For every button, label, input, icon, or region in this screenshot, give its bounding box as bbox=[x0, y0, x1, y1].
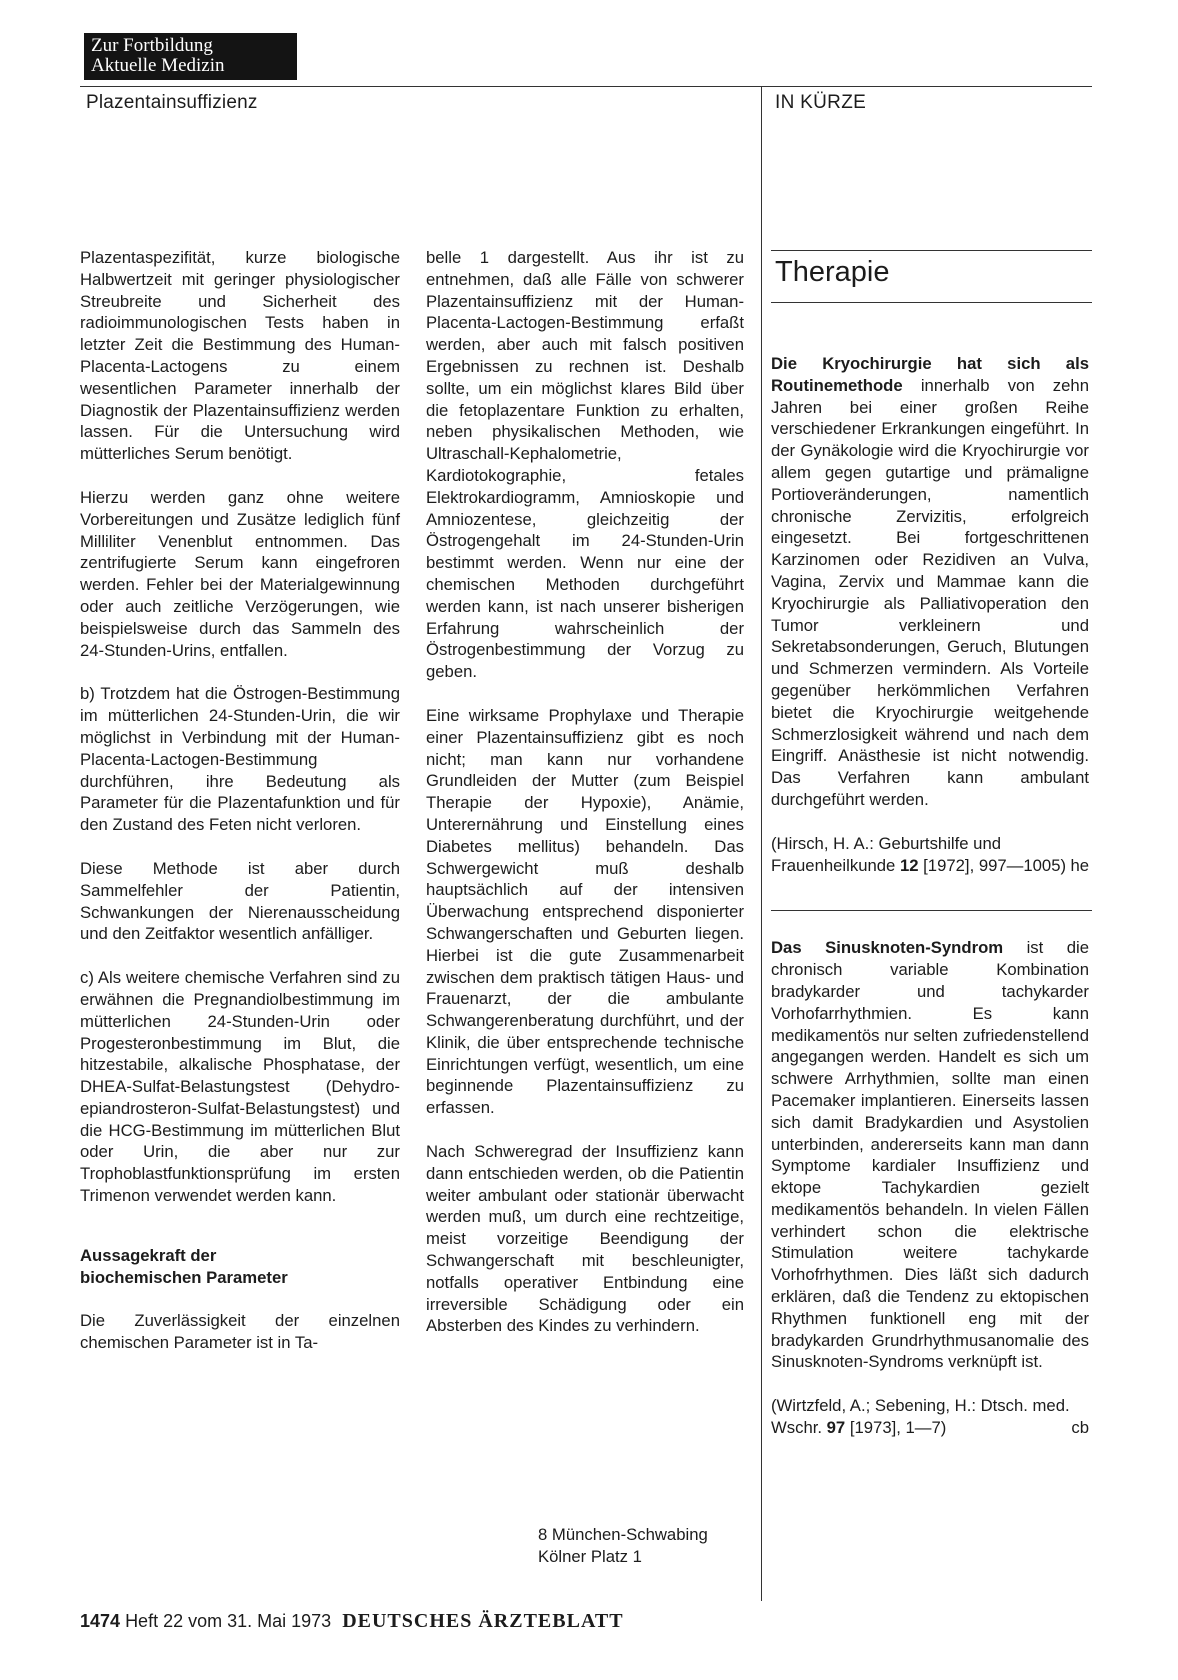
paragraph: Die Zuverlässigkeit der einzelnen chemischen Parameter ist in Ta- bbox=[80, 1311, 400, 1353]
author-initials: cb bbox=[1071, 1418, 1089, 1438]
news-item: Das Sinusknoten-Syndrom ist die chronisch variable Kombination bradykarder und tachykarder Vorhofarrhythmien. Es kann medikamentös nur selten zufriedenstellend angegangen werden. Handelt es sich um schwere Arrhythmien, sollte man einen Pacemaker implantieren. Einerseits lassen sich damit Bradykardien und Asystolien unterbinden, andererseits kann man dann Symptome kardialer Insuffizienz und ektope Tachykardien gezielt medikamentös behandeln. In vielen Fällen verhindert schon die elektrische Stimulation weitere tachykarde Vorhofrhythmen. Dies läßt sich dadurch erklären, daß die Tendenz zu ektopischen Rhythmen funktionell eng mit der bradykarden Grundrhythmusanomalie des Sinusknoten-Syndroms verknüpft ist. bbox=[771, 938, 1090, 1372]
column-divider bbox=[761, 86, 762, 1601]
therapie-rule-top bbox=[771, 250, 1092, 251]
paragraph: Plazentaspezifität, kurze biologische Halbwertzeit mit geringer physiologischer Streubreite und Sicherheit des radioimmunologischen Tests haben in letzter Zeit die Bestimmung des Human-Placenta-Lactogens zu einem wesentlichen Parameter innerhalb der Diagnostik der Plazentainsuffizienz werden lassen. Für die Untersuchung wird mütterliches Serum benötigt. bbox=[80, 248, 400, 464]
author-address: 8 München-Schwabing Kölner Platz 1 bbox=[538, 1525, 708, 1566]
running-head: Plazentainsuffizienz bbox=[86, 92, 258, 113]
column-1 bbox=[80, 247, 400, 1376]
column-2 bbox=[426, 247, 744, 1359]
section-label: IN KÜRZE bbox=[775, 92, 867, 113]
reference: (Wirtzfeld, A.; Sebening, H.: Dtsch. med. Wschr. 97 [1973], 1—7) cb bbox=[771, 1396, 1089, 1438]
paragraph: belle 1 dargestellt. Aus ihr ist zu entnehmen, daß alle Fälle von schwerer Plazentainsuffizienz mit der Human-Placenta-Lactogen-Bestimmung erfaßt werden, aber auch mit falsch positiven Ergebnissen zu rechnen ist. Deshalb sollte, um ein möglichst klares Bild über die fetoplazentare Funktion zu erhalten, neben physikalischen Methoden, wie Ultraschall-Kephalometrie, Kardiotokographie, fetales Elektrokardiogramm, Amnioskopie und Amniozentese, gleichzeitig der Östrogengehalt im 24-Stunden-Urin bestimmt werden. Wenn nur eine der chemischen Methoden durchgeführt werden kann, ist nach unserer bisherigen Erfahrung wahrscheinlich der Östrogenbestimmung der Vorzug zu geben. bbox=[426, 248, 744, 682]
paragraph: Eine wirksame Prophylaxe und Therapie einer Plazentainsuffizienz gibt es noch nicht; man kann nur vorhandene Grundleiden der Mutter (zum Beispiel Therapie der Hypoxie), Anämie, Unterernährung und Einstellung eines Diabetes mellitus) behandeln. Das Schwergewicht muß deshalb hauptsächlich auf der intensiven Überwachung entsprechend disponierter Schwangerschaften und Geburten liegen. Hierbei ist die gute Zusammenarbeit zwischen dem praktisch tätigen Haus- und Frauenarzt, der die ambulante Schwangerenberatung durchführt, und der Klinik, die über entsprechende technische Einrichtungen verfügt, wesentlich, um eine beginnende Plazentainsuffizienz zu erfassen. bbox=[426, 705, 744, 1118]
reference: (Hirsch, H. A.: Geburtshilfe und Frauenheilkunde 12 [1972], 997—1005) he bbox=[771, 833, 1089, 875]
news-item: Die Kryochirurgie hat sich als Routinemethode innerhalb von zehn Jahren bei einer großen Reihe verschiedener Erkrankungen eingeführt. In der Gynäkologie wird die Kryochirurgie vor allem gegen gutartige und prämaligne Portioveränderungen, namentlich chronische Zervizitis, erfolgreich eingesetzt. Bei fortgeschrittenen Karzinomen oder Rezidiven an Vulva, Vagina, Zervix und Mammae kann die Kryochirurgie als Palliativoperation den Tumor verkleinern und Sekretabsonderungen, Geruch, Blutungen und Schmerzen vermindern. Als Vorteile gegenüber herkömmlichen Verfahren bietet die Kryochirurgie weitgehende Schmerzlosigkeit während und nach dem Eingriff. Anästhesie ist nicht notwendig. Das Verfahren kann ambulant durchgeführt werden. bbox=[771, 354, 1089, 809]
therapie-rule-bottom bbox=[771, 302, 1092, 303]
badge-line-1: Zur Fortbildung bbox=[91, 35, 213, 56]
page-footer bbox=[80, 1610, 624, 1633]
section-title: Therapie bbox=[775, 256, 890, 288]
author-initials: he bbox=[1070, 855, 1089, 875]
paragraph: Hierzu werden ganz ohne weitere Vorbereitungen und Zusätze lediglich fünf Milliliter Venenblut entnommen. Das zentrifugierte Serum kann eingefroren werden. Fehler bei der Materialgewinnung oder auch zeitliche Verzögerungen, wie beispielsweise durch das Sammeln des 24-Stunden-Urins, entfallen. bbox=[80, 487, 400, 660]
page-number: 1474 bbox=[80, 1611, 121, 1631]
paragraph: Diese Methode ist aber durch Sammelfehler der Patientin, Schwankungen der Nierenausscheidung und den Zeitfaktor wesentlich anfälliger. bbox=[80, 858, 400, 944]
section-badge bbox=[84, 33, 297, 80]
issue-info: Heft 22 vom 31. Mai 1973 bbox=[125, 1611, 332, 1631]
subheading: Aussagekraft der biochemischen Parameter bbox=[80, 1245, 288, 1287]
column-3 bbox=[771, 353, 1089, 1461]
paragraph: Nach Schweregrad der Insuffizienz kann dann entschieden werden, ob die Patientin weiter ambulant oder stationär überwacht werden muß, um durch eine rechtzeitige, meist vorzeitige Beendigung der Schwangerschaft mit beschleunigter, notfalls operativer Entbindung eine irreversible Schädigung oder ein Absterben des Kindes zu verhindern. bbox=[426, 1142, 744, 1336]
paragraph: b) Trotzdem hat die Östrogen-Bestimmung im mütterlichen 24-Stunden-Urin, die wir möglichst in Verbindung mit der Human-Placenta-Lactogen-Bestimmung durchführen, ihre Bedeutung als Parameter für die Plazentafunktion und für den Zustand des Feten nicht verloren. bbox=[80, 684, 400, 835]
paragraph: c) Als weitere chemische Verfahren sind zu erwähnen die Pregnandiolbestimmung im mütterlichen 24-Stunden-Urin oder Progesteronbestimmung im Blut, die hitzestabile, alkalische Phosphatase, der DHEA-Sulfat-Belastungstest (Dehydro-epiandrosteron-Sulfat-Belastungstest) und die HCG-Bestimmung im mütterlichen Blut oder Urin, die aber nur zur Trophoblastfunktionsprüfung im ersten Trimenon verwendet werden kann. bbox=[80, 968, 400, 1206]
badge-line-2: Aktuelle Medizin bbox=[91, 55, 225, 76]
item-rule bbox=[771, 910, 1092, 911]
journal-name: DEUTSCHES ÄRZTEBLATT bbox=[342, 1610, 624, 1632]
header-rule bbox=[80, 86, 1092, 87]
